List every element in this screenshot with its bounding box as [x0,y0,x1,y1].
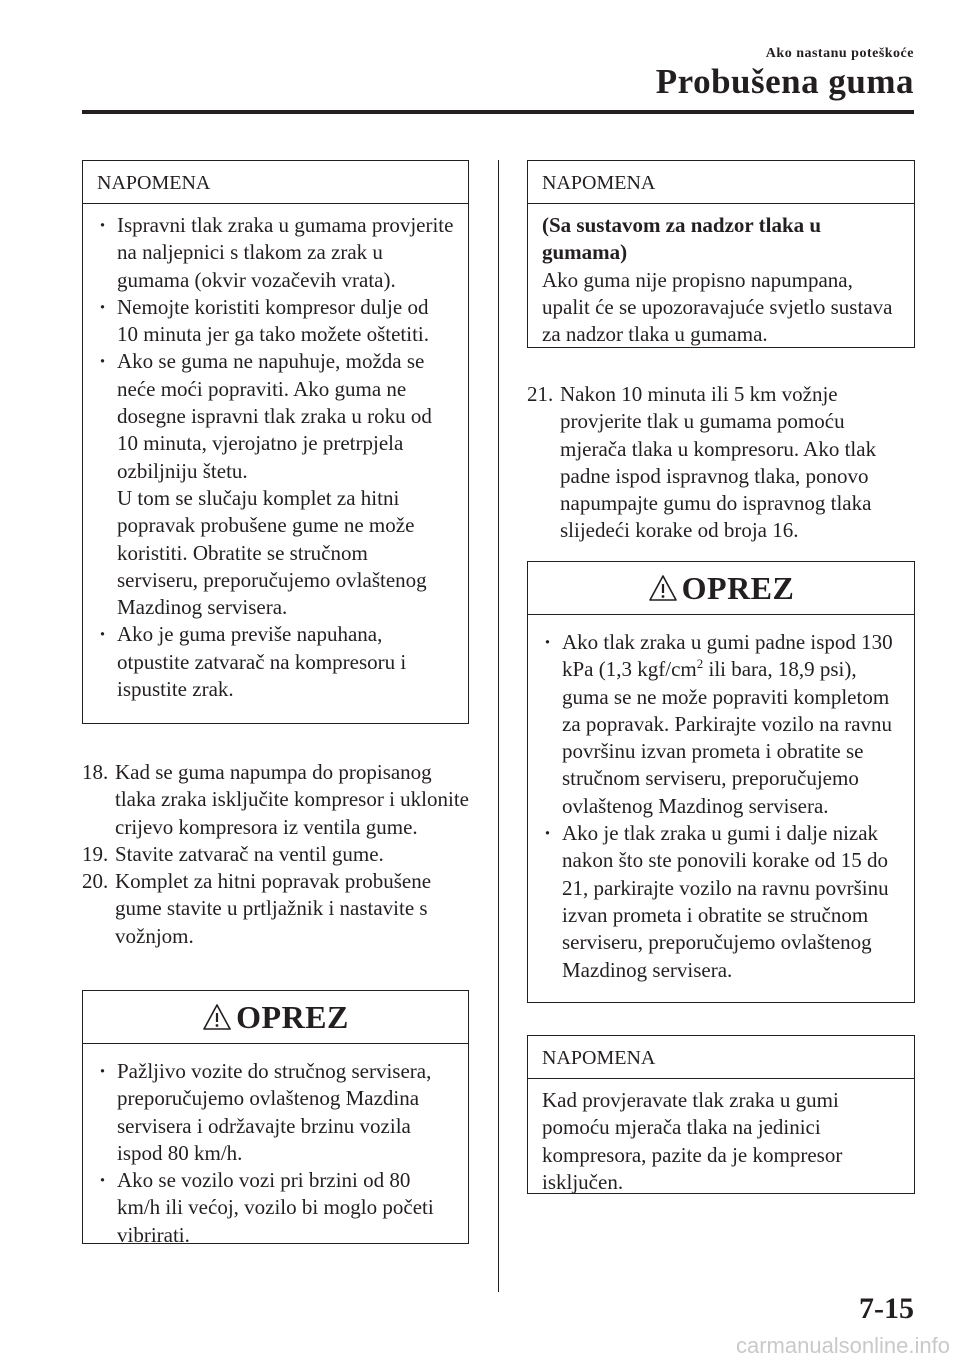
page-number: 7-15 [859,1292,914,1325]
note-heading: NAPOMENA [528,1036,914,1079]
note-box-1 [82,160,469,724]
caution-bullet: · Ako je tlak zraka u gumi i dalje nizak nakon što ste ponovili korake od 15 do 21, parkirajte vozilo na ravnu površinu izvan prometa i obratite se stručnom serviseru, preporučujemo ovlaštenog Mazdinog servisera. [542,820,900,984]
note-text: Ako guma nije propisno napumpana, upalit će se upozoravajuće svjetlo sustava za nadzor tlaka u gumama. [542,267,893,347]
steps-list-left [82,759,474,950]
caution-bullet: · Ako tlak zraka u gumi padne ispod 130 kPa (1,3 kgf/$cm^2$ ili bara, 18,9 psi), guma se ne može popraviti kompletom za popravak. Parkirajte vozilo na ravnu površinu izvan prometa i obratite se stručnom serviseru, preporučujemo ovlaštenog Mazdinog servisera. [542,629,900,820]
steps-list-right [527,381,915,545]
note-bullet-extra: U tom se slučaju komplet za hitni popravak probušene gume ne može koristiti. Obratite se stručnom serviseru, preporučujemo ovlaštenog Mazdinog servisera. [117,485,427,620]
warning-triangle-icon [648,574,678,602]
caution-bullet: · Ako se vozilo vozi pri brzini od 80 km/h ili većoj, vozilo bi moglo početi vibrirati. [97,1167,454,1249]
step-item: 21. Nakon 10 minuta ili 5 km vožnje provjerite tlak u gumama pomoću mjerača tlaka u kompresoru. Ako tlak padne ispod ispravnog tlaka, ponovo napumpajte gumu do ispravnog tlaka slijedeći korake od broja 16. [527,382,877,543]
column-divider [498,160,499,1292]
caution-heading: OPREZ [83,991,468,1044]
note-bullet: · Ispravni tlak zraka u gumama provjerite na naljepnici s tlakom za zrak u gumama (okvir vozačevih vrata). [97,212,454,294]
section-label: Ako nastanu poteškoće [765,46,914,61]
header-rule [82,110,914,114]
watermark: carmanualsonline.info [735,1333,950,1358]
note-heading: NAPOMENA [83,161,468,204]
step-item: 19. Stavite zatvarač na ventil gume. [82,841,384,866]
page-title: Probušena guma [655,62,914,101]
caution-bullet-list [97,1058,454,1249]
note-bullet: · Ako se guma ne napuhuje, možda se neće moći popraviti. Ako guma ne dosegne ispravni tlak zraka u roku od 10 minuta, vjerojatno je pretrpjela ozbiljniju štetu. U tom se slučaju komplet za hitni popravak probušene gume ne može koristiti. Obratite se stručnom serviseru, preporučujemo ovlaštenog Mazdinog servisera. [97,348,454,621]
note-bullet: · Nemojte koristiti kompresor dulje od 10 minuta jer ga tako možete oštetiti. [97,294,454,349]
step-item: 18. Kad se guma napumpa do propisanog tlaka zraka isključite kompresor i uklonite crijevo kompresora iz ventila gume. [82,760,469,839]
caution-bullet: · Pažljivo vozite do stručnog servisera, preporučujemo ovlaštenog Mazdina servisera i održavajte brzinu vozila ispod 80 km/h. [97,1058,454,1167]
step-item: 20. Komplet za hitni popravak probušene gume stavite u prtljažnik i nastavite s vožnjom. [82,869,432,948]
note-condition: (Sa sustavom za nadzor tlaka u gumama) [542,213,822,265]
caution-bullet-list [542,629,900,984]
note-bullet-list [97,212,454,703]
caution-box-1 [82,990,469,1247]
warning-triangle-icon [202,1003,232,1031]
note-box-2 [527,160,915,348]
note-heading: NAPOMENA [528,161,914,204]
caution-box-2 [527,561,915,1003]
note-text: Kad provjeravate tlak zraka u gumi pomoću mjerača tlaka na jedinici kompresora, pazite da je kompresor isključen. [542,1088,843,1194]
note-bullet: · Ako je guma previše napuhana, otpustite zatvarač na kompresoru i ispustite zrak. [97,621,454,703]
caution-heading: OPREZ [528,562,914,615]
note-box-3 [527,1035,915,1194]
